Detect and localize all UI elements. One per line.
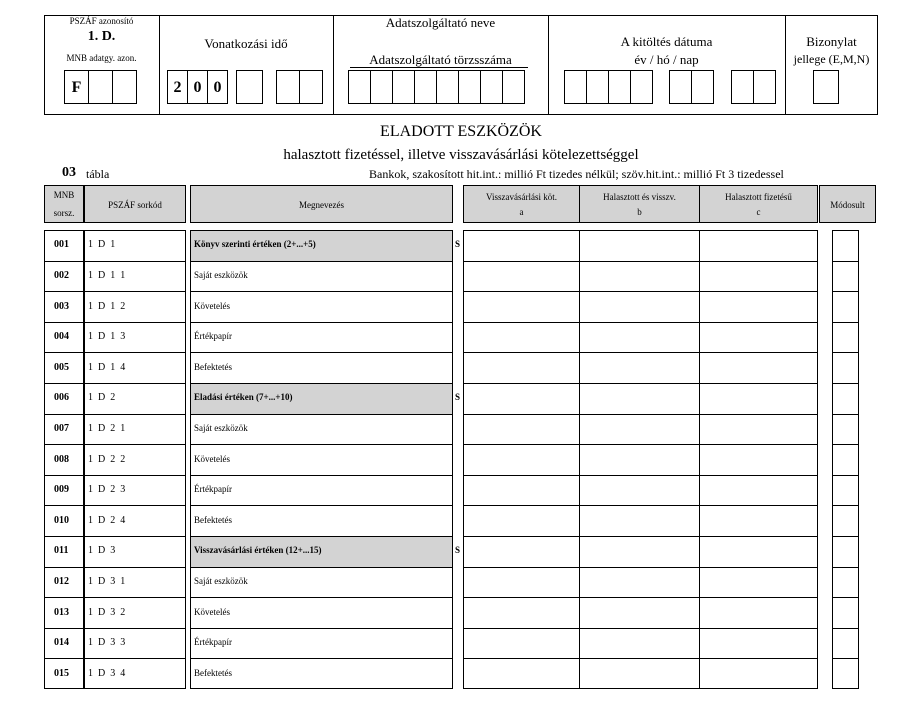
row-divider	[44, 414, 84, 415]
value-b-cell[interactable]	[580, 598, 699, 627]
value-a-cell[interactable]	[464, 292, 579, 321]
row-divider	[84, 536, 186, 537]
row-pszaf-code: 1 D 1 3	[88, 331, 126, 342]
row-pszaf-code: 1 D 3	[88, 545, 116, 556]
page-subtitle: halasztott fizetéssel, illetve visszavásárlási kötelezettséggel	[283, 147, 639, 163]
value-a-cell[interactable]	[464, 629, 579, 658]
row-label: Könyv szerinti értéken (2+...+5)	[194, 239, 316, 249]
value-a-cell[interactable]	[464, 262, 579, 291]
date-year-box-4[interactable]	[630, 70, 653, 104]
row-divider	[44, 352, 84, 353]
value-b-cell[interactable]	[580, 506, 699, 535]
row-mnb-number: 008	[54, 454, 69, 465]
adatszolgaltato-neve-label: Adatszolgáltató neve	[385, 15, 496, 30]
row-mnb-number: 001	[54, 239, 69, 250]
row-divider	[84, 597, 186, 598]
row-divider	[84, 658, 186, 659]
year-box-1[interactable]: 2	[167, 70, 188, 104]
date-year-box-2[interactable]	[586, 70, 609, 104]
row-label: Eladási értéken (7+...+10)	[194, 392, 293, 402]
torzsszam-box-5[interactable]	[436, 70, 459, 104]
mnb-box-1[interactable]: F	[64, 70, 89, 104]
row-mnb-number: 010	[54, 515, 69, 526]
row-pszaf-code: 1 D 1 4	[88, 362, 126, 373]
col-header-mnb: MNB sorsz.	[44, 185, 84, 223]
modosult-cell[interactable]	[833, 445, 858, 474]
row-mnb-number: 003	[54, 301, 69, 312]
row-divider	[190, 322, 453, 323]
table-word: tábla	[86, 167, 110, 181]
row-divider	[44, 444, 84, 445]
value-c-cell[interactable]	[700, 231, 817, 260]
row-divider	[84, 322, 186, 323]
value-b-cell[interactable]	[580, 537, 699, 566]
torzsszam-box-8[interactable]	[502, 70, 525, 104]
row-label: Követelés	[194, 607, 230, 617]
row-pszaf-code: 1 D 2 1	[88, 423, 126, 434]
modosult-cell[interactable]	[833, 353, 858, 382]
pszaf-label: PSZÁF azonosító	[69, 16, 134, 26]
value-c-cell[interactable]	[700, 537, 817, 566]
col-header-name: Megnevezés	[190, 185, 453, 223]
row-divider	[44, 536, 84, 537]
row-pszaf-code: 1 D 1	[88, 239, 116, 250]
modosult-cell[interactable]	[833, 506, 858, 535]
value-b-cell[interactable]	[580, 323, 699, 352]
row-label: Saját eszközök	[194, 576, 248, 586]
row-divider	[84, 475, 186, 476]
row-mnb-number: 002	[54, 270, 69, 281]
adatszolgaltato-underline	[350, 67, 528, 68]
value-b-cell[interactable]	[580, 568, 699, 597]
torzsszam-box-4[interactable]	[414, 70, 437, 104]
value-b-cell[interactable]	[580, 353, 699, 382]
vonatkozasi-label: Vonatkozási idő	[204, 36, 288, 51]
mnb-box-3[interactable]	[112, 70, 137, 104]
row-divider	[84, 352, 186, 353]
date-month-box-2[interactable]	[691, 70, 714, 104]
row-divider	[84, 261, 186, 262]
row-divider	[84, 567, 186, 568]
month-box-2[interactable]	[299, 70, 323, 104]
value-c-cell[interactable]	[700, 292, 817, 321]
modosult-cell[interactable]	[833, 262, 858, 291]
torzsszam-box-2[interactable]	[370, 70, 393, 104]
row-divider	[190, 261, 453, 262]
value-a-cell[interactable]	[464, 537, 579, 566]
value-c-cell[interactable]	[700, 353, 817, 382]
row-mnb-number: 005	[54, 362, 69, 373]
modosult-cell[interactable]	[833, 476, 858, 505]
value-b-cell[interactable]	[580, 476, 699, 505]
torzsszam-box-7[interactable]	[480, 70, 503, 104]
value-b-cell[interactable]	[580, 445, 699, 474]
row-divider	[190, 505, 453, 506]
row-mnb-number: 007	[54, 423, 69, 434]
row-pszaf-code: 1 D 1 2	[88, 301, 126, 312]
bizonylat-sub: jellege (E,M,N)	[793, 52, 870, 66]
units-note: Bankok, szakosított hit.int.: millió Ft tizedes nélkül; szöv.hit.int.: millió Ft 3 tizedessel	[369, 167, 784, 181]
bizonylat-label: Bizonylat	[806, 34, 857, 49]
kitoltes-sub: év / hó / nap	[634, 52, 699, 67]
row-pszaf-code: 1 D 3 4	[88, 668, 126, 679]
value-a-cell[interactable]	[464, 506, 579, 535]
row-divider	[44, 628, 84, 629]
row-divider	[44, 597, 84, 598]
value-a-cell[interactable]	[464, 384, 579, 413]
col-header-b: Halasztott és visszv. b	[579, 185, 700, 223]
adatszolgaltato-torzsszama-label: Adatszolgáltató törzsszáma	[369, 52, 512, 67]
row-mnb-number: 004	[54, 331, 69, 342]
mnb-box-2[interactable]	[88, 70, 113, 104]
torzsszam-box-6[interactable]	[458, 70, 481, 104]
row-divider	[44, 567, 84, 568]
col-header-pszaf: PSZÁF sorkód	[84, 185, 186, 223]
row-divider	[44, 261, 84, 262]
date-year-box-1[interactable]	[564, 70, 587, 104]
row-divider	[190, 475, 453, 476]
value-b-cell[interactable]	[580, 629, 699, 658]
col-header-a: Visszavásárlási köt. a	[463, 185, 580, 223]
month-box-1[interactable]	[276, 70, 300, 104]
row-divider	[190, 291, 453, 292]
modosult-cell[interactable]	[833, 323, 858, 352]
sum-marker: S	[455, 239, 461, 249]
row-divider	[84, 383, 186, 384]
header-divider	[159, 15, 160, 115]
value-c-cell[interactable]	[700, 629, 817, 658]
value-c-cell[interactable]	[700, 445, 817, 474]
row-divider	[190, 628, 453, 629]
value-c-cell[interactable]	[700, 506, 817, 535]
pszaf-value: 1. D.	[87, 29, 116, 44]
row-divider	[44, 505, 84, 506]
row-pszaf-code: 1 D 2	[88, 392, 116, 403]
date-year-box-3[interactable]	[608, 70, 631, 104]
row-divider	[44, 383, 84, 384]
modosult-cell[interactable]	[833, 598, 858, 627]
value-b-cell[interactable]	[580, 659, 699, 688]
header-divider	[785, 15, 786, 115]
row-label: Értékpapír	[194, 637, 232, 647]
row-label: Követelés	[194, 301, 230, 311]
row-mnb-number: 013	[54, 607, 69, 618]
value-c-cell[interactable]	[700, 476, 817, 505]
modosult-cell[interactable]	[833, 292, 858, 321]
row-divider	[44, 230, 84, 231]
row-mnb-number: 014	[54, 637, 69, 648]
value-a-cell[interactable]	[464, 415, 579, 444]
row-label: Értékpapír	[194, 484, 232, 494]
col-header-c: Halasztott fizetésű c	[699, 185, 818, 223]
value-a-cell[interactable]	[464, 231, 579, 260]
row-label: Visszavásárlási értéken (12+...15)	[194, 545, 322, 555]
row-divider	[190, 414, 453, 415]
value-b-cell[interactable]	[580, 231, 699, 260]
value-a-cell[interactable]	[464, 476, 579, 505]
value-c-cell[interactable]	[700, 323, 817, 352]
row-pszaf-code: 1 D 3 3	[88, 637, 126, 648]
value-b-cell[interactable]	[580, 292, 699, 321]
row-mnb-number: 015	[54, 668, 69, 679]
row-pszaf-code: 1 D 3 1	[88, 576, 126, 587]
modosult-cell[interactable]	[833, 659, 858, 688]
date-day-box-2[interactable]	[753, 70, 776, 104]
value-a-cell[interactable]	[464, 445, 579, 474]
row-divider	[44, 322, 84, 323]
row-label: Befektetés	[194, 668, 232, 678]
row-divider	[190, 597, 453, 598]
row-divider	[84, 444, 186, 445]
row-pszaf-code: 1 D 3 2	[88, 607, 126, 618]
value-c-cell[interactable]	[700, 384, 817, 413]
row-pszaf-code: 1 D 2 2	[88, 454, 126, 465]
row-divider	[84, 230, 186, 231]
row-divider	[84, 628, 186, 629]
col-header-modosult: Módosult	[819, 185, 876, 223]
year-box-4[interactable]	[236, 70, 263, 104]
sum-marker: S	[455, 545, 461, 555]
row-label: Befektetés	[194, 515, 232, 525]
torzsszam-box-3[interactable]	[392, 70, 415, 104]
row-pszaf-code: 1 D 2 4	[88, 515, 126, 526]
mnb-label: MNB adatgy. azon.	[66, 53, 137, 63]
row-divider	[190, 567, 453, 568]
year-box-2[interactable]: 0	[187, 70, 208, 104]
row-divider	[44, 475, 84, 476]
value-b-cell[interactable]	[580, 262, 699, 291]
row-label: Értékpapír	[194, 331, 232, 341]
value-b-cell[interactable]	[580, 384, 699, 413]
year-box-3[interactable]: 0	[207, 70, 228, 104]
value-a-cell[interactable]	[464, 598, 579, 627]
modosult-cell[interactable]	[833, 629, 858, 658]
row-divider	[84, 291, 186, 292]
value-c-cell[interactable]	[700, 262, 817, 291]
modosult-cell[interactable]	[833, 415, 858, 444]
row-divider	[190, 444, 453, 445]
value-a-cell[interactable]	[464, 659, 579, 688]
row-pszaf-code: 1 D 2 3	[88, 484, 126, 495]
row-label: Saját eszközök	[194, 423, 248, 433]
row-mnb-number: 009	[54, 484, 69, 495]
value-c-cell[interactable]	[700, 415, 817, 444]
modosult-cell[interactable]	[833, 537, 858, 566]
row-divider	[190, 658, 453, 659]
row-divider	[44, 291, 84, 292]
row-label: Befektetés	[194, 362, 232, 372]
value-c-cell[interactable]	[700, 659, 817, 688]
table-number: 03	[62, 165, 76, 180]
row-mnb-number: 012	[54, 576, 69, 587]
sum-marker: S	[455, 392, 461, 402]
row-divider	[84, 414, 186, 415]
page-title: ELADOTT ESZKÖZÖK	[380, 123, 542, 140]
modosult-cell[interactable]	[833, 384, 858, 413]
value-a-cell[interactable]	[464, 323, 579, 352]
value-a-cell[interactable]	[464, 353, 579, 382]
row-label: Saját eszközök	[194, 270, 248, 280]
date-day-box-1[interactable]	[731, 70, 754, 104]
row-divider	[44, 658, 84, 659]
bizonylat-box[interactable]	[813, 70, 839, 104]
value-a-cell[interactable]	[464, 568, 579, 597]
row-divider	[190, 352, 453, 353]
row-mnb-number: 011	[54, 545, 69, 556]
modosult-cell[interactable]	[833, 568, 858, 597]
row-pszaf-code: 1 D 1 1	[88, 270, 126, 281]
value-c-cell[interactable]	[700, 568, 817, 597]
kitoltes-label: A kitöltés dátuma	[620, 34, 713, 49]
date-month-box-1[interactable]	[669, 70, 692, 104]
torzsszam-box-1[interactable]	[348, 70, 371, 104]
modosult-cell[interactable]	[833, 231, 858, 260]
row-divider	[84, 505, 186, 506]
row-label: Követelés	[194, 454, 230, 464]
row-mnb-number: 006	[54, 392, 69, 403]
value-b-cell[interactable]	[580, 415, 699, 444]
value-c-cell[interactable]	[700, 598, 817, 627]
